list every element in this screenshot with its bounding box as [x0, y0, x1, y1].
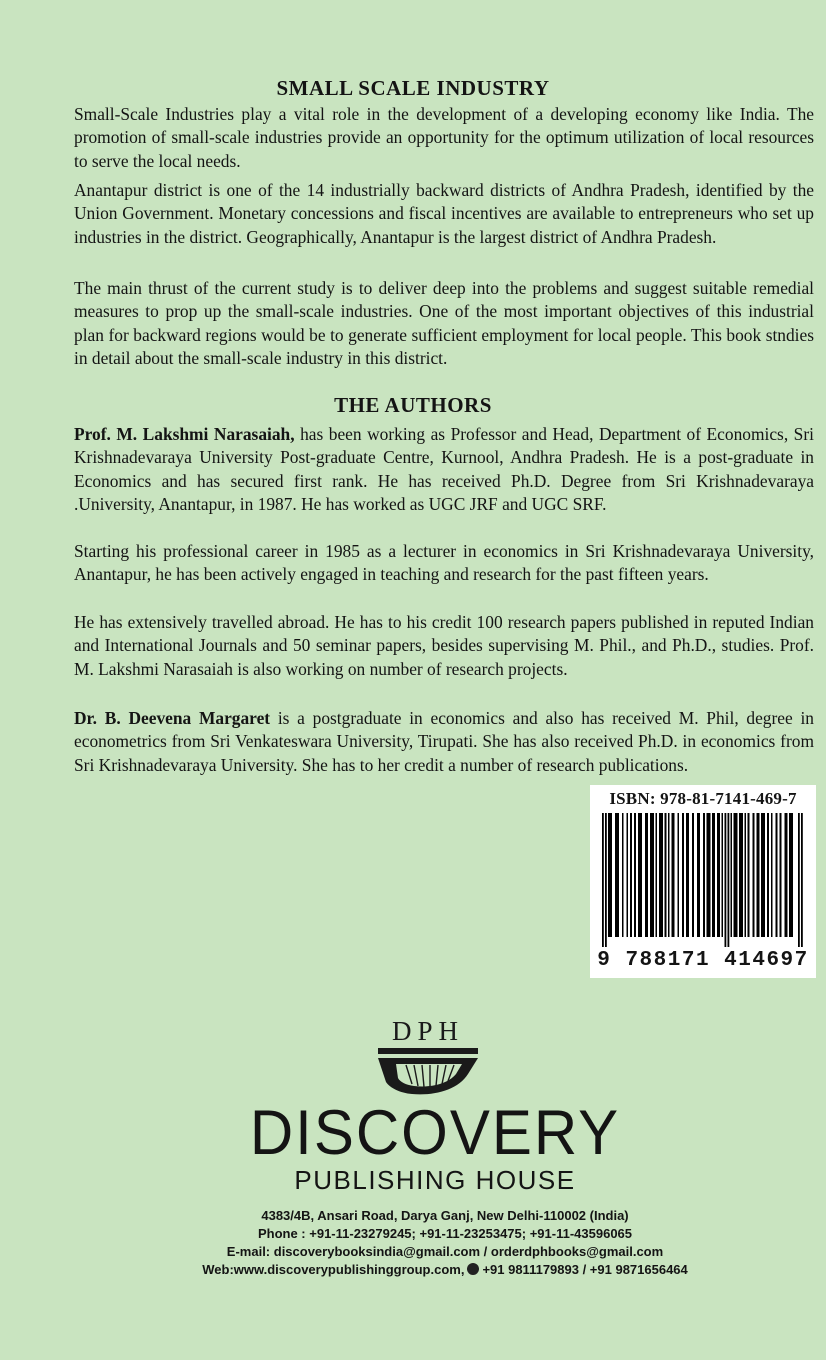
- author1-bio-text: has been working as Professor and Head, Department of Economics, Sri Krishnadevaraya University Post-graduate Centre, Kurnool, Andhra Pradesh. He is a post-graduate in Economics and has secured first rank. He has received Ph.D. Degree from Sri Krishnadevaraya .University, Anantapur, in 1987. He has worked as UGC JRF and UGC SRF.: [74, 424, 814, 515]
- publisher-email: E-mail: discoverybooksindia@gmail.com / orderdphbooks@gmail.com: [226, 1244, 664, 1259]
- barcode-icon: [596, 813, 810, 947]
- intro-paragraph-3: The main thrust of the current study is to deliver deep into the problems and suggest suitable remedial measures to prop up the small-scale industries. One of the most important objectives of this industrial plan for backward regions would be to generate sufficient employment for local people. This book stndies in detail about the small-scale industry in this district.: [74, 278, 814, 369]
- author1-research-paragraph: He has extensively travelled abroad. He has to his credit 100 research papers published in reputed Indian and International Journals and 50 seminar papers, besides supervising M. Phil., and Ph.D., studies. Prof. M. Lakshmi Narasaiah is also working on number of research projects.: [74, 612, 814, 679]
- author1-name: Prof. M. Lakshmi Narasaiah,: [74, 424, 295, 444]
- web-address: Web:www.discoverypublishinggroup.com,: [202, 1262, 465, 1277]
- mobile-numbers: +91 9811179893 / +91 9871656464: [482, 1262, 688, 1277]
- author1-bio: [74, 423, 814, 517]
- author2-name: Dr. B. Deevena Margaret: [74, 708, 271, 728]
- publisher-address: 4383/4B, Ansari Road, Darya Ganj, New Delhi-110002 (India): [261, 1208, 629, 1223]
- logo-text: DPH: [391, 1016, 465, 1046]
- section-heading-authors: THE AUTHORS: [334, 393, 492, 417]
- intro-paragraph-1: Small-Scale Industries play a vital role in the development of a developing economy like India. The promotion of small-scale industries provide an opportunity for the optimum utilization of local resources to serve the local needs.: [74, 104, 814, 171]
- isbn-barcode-box: [590, 785, 816, 978]
- publisher-subtitle: PUBLISHING HOUSE: [294, 1165, 576, 1195]
- publisher-name: DISCOVERY: [249, 1097, 621, 1168]
- author1-career-paragraph: Starting his professional career in 1985 as a lecturer in economics in Sri Krishnadevaraya University, Anantapur, he has been actively engaged in teaching and research for the past fifteen years.: [74, 541, 814, 585]
- whatsapp-icon: [467, 1263, 479, 1275]
- isbn-label: ISBN: 978-81-7141-469-7: [609, 789, 797, 808]
- publisher-phone: Phone : +91-11-23279245; +91-11-23253475; +91-11-43596065: [257, 1226, 633, 1241]
- section-heading-small-scale-industry: SMALL SCALE INDUSTRY: [276, 76, 550, 100]
- publisher-web: [0, 1261, 826, 1279]
- isbn-digits: 9 788171 414697: [597, 949, 809, 972]
- author2-bio: [74, 707, 814, 777]
- intro-paragraph-2: Anantapur district is one of the 14 industrially backward districts of Andhra Pradesh, identified by the Union Government. Monetary concessions and fiscal incentives are available to entrepreneurs who set up industries in the district. Geographically, Anantapur is the largest district of Andhra Pradesh.: [74, 180, 814, 247]
- dph-logo-icon: [372, 1016, 484, 1098]
- author2-bio-text: is a postgraduate in economics and also has received M. Phil, degree in econometrics from Sri Venkateswara University, Tirupati. She has also received Ph.D. in economics from Sri Krishnadevaraya University. She has to her credit a number of research publications.: [74, 708, 814, 775]
